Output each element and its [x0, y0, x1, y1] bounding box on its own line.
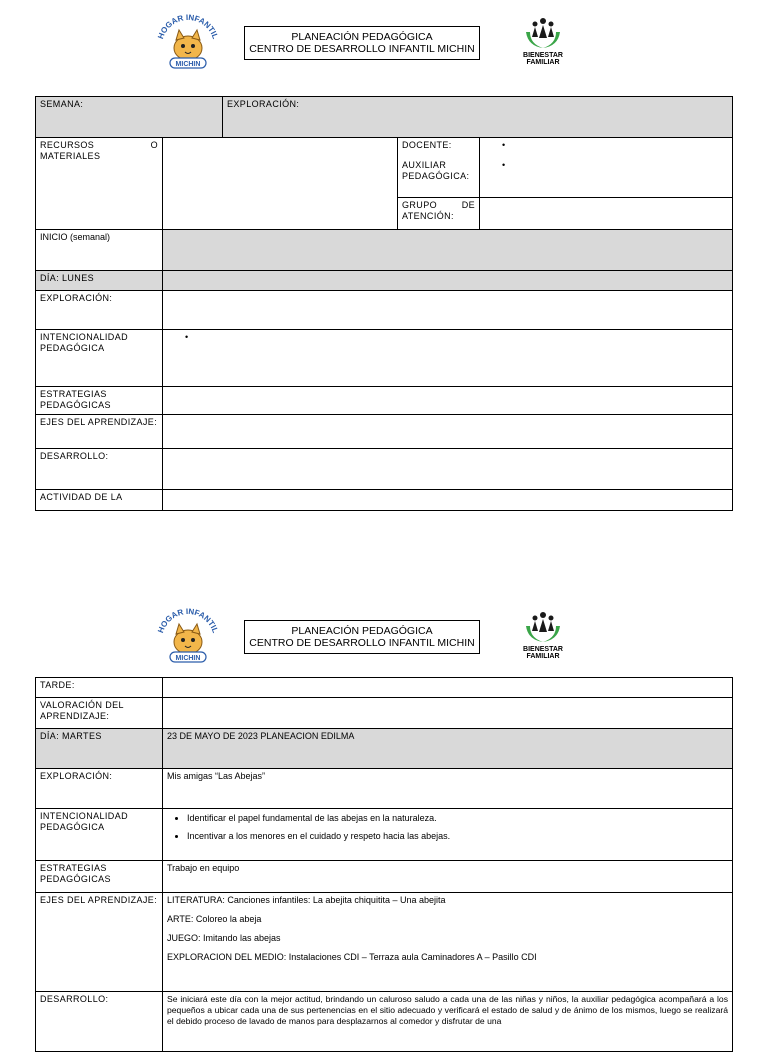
- actividad-value[interactable]: [163, 490, 733, 511]
- logo-right-line1: BIENESTAR: [523, 646, 563, 653]
- recursos-value[interactable]: [163, 138, 398, 230]
- exploracion-label: EXPLORACIÓN:: [36, 291, 163, 330]
- hogar-infantil-logo-icon: [152, 12, 224, 72]
- planning-table-page2: [35, 677, 733, 1052]
- dia-label: DÍA: LUNES: [36, 271, 163, 291]
- table-row: [36, 271, 733, 291]
- logo-arc-text: HOGAR INFANTIL: [156, 606, 220, 635]
- table-row: [36, 330, 733, 387]
- bienestar-familiar-logo-icon: [516, 608, 570, 662]
- dia-value[interactable]: 23 DE MAYO DE 2023 PLANEACION EDILMA: [163, 729, 733, 769]
- grupo-atencion-value[interactable]: [480, 198, 733, 230]
- valoracion-label: VALORACIÓN DEL APRENDIZAJE:: [36, 698, 163, 729]
- table-row: [36, 992, 733, 1052]
- header-title-line2: CENTRO DE DESARROLLO INFANTIL MICHIN: [249, 637, 475, 649]
- table-row: [36, 678, 733, 698]
- exploracion-value[interactable]: [163, 291, 733, 330]
- logo-right-line2: FAMILIAR: [526, 653, 560, 660]
- ejes-label: EJES DEL APRENDIZAJE:: [36, 893, 163, 992]
- docente-auxiliar-label: DOCENTE: AUXILIAR PEDAGÓGICA:: [398, 138, 480, 198]
- table-row: [36, 809, 733, 861]
- header-title-line1: PLANEACIÓN PEDAGÓGICA: [291, 31, 433, 43]
- table-row: [36, 97, 733, 138]
- table-row: [36, 387, 733, 415]
- table-row: [36, 893, 733, 992]
- table-row: [36, 138, 733, 198]
- header-title-line2: CENTRO DE DESARROLLO INFANTIL MICHIN: [249, 43, 475, 55]
- recursos-label: RECURSOS O MATERIALES: [36, 138, 163, 230]
- ejes-value[interactable]: [163, 415, 733, 449]
- logo-right-line2: FAMILIAR: [526, 59, 560, 66]
- semana-label: SEMANA:: [36, 97, 223, 138]
- exploracion-header-label: EXPLORACIÓN:: [223, 97, 733, 138]
- table-row: [36, 415, 733, 449]
- dia-value[interactable]: [163, 271, 733, 291]
- header-title-box: [244, 26, 480, 60]
- desarrollo-value[interactable]: Se iniciará este día con la mejor actitud, brindando un caluroso saludo a cada una de las niñas y niños, la auxiliar pedagógica acompañará a los pequeños a ubicar cada una de sus pertenencias en el sitio adecuado y verificará el estado de salud y de ánimo de los mismos, luego se realizará el debido proceso de lavado de manos para desplazarnos al comedor y disfrutar de una: [163, 992, 733, 1052]
- inicio-label: INICIO (semanal): [36, 230, 163, 271]
- header-title-line1: PLANEACIÓN PEDAGÓGICA: [291, 625, 433, 637]
- ejes-label: EJES DEL APRENDIZAJE:: [36, 415, 163, 449]
- planning-table-page1: [35, 96, 733, 511]
- tarde-value[interactable]: [163, 678, 733, 698]
- intencionalidad-value[interactable]: •: [163, 330, 733, 387]
- header-title-box: [244, 620, 480, 654]
- tarde-label: TARDE:: [36, 678, 163, 698]
- ejes-value[interactable]: [163, 893, 733, 992]
- eje-item: LITERATURA: Canciones infantiles: La abejita chiquitita – Una abejita: [167, 895, 446, 905]
- logo-badge-text: MICHIN: [175, 61, 201, 68]
- intencionalidad-label: INTENCIONALIDAD PEDAGÓGICA: [36, 809, 163, 861]
- actividad-label: ACTIVIDAD DE LA: [36, 490, 163, 511]
- list-item: • Incentivar a los menores en el cuidado y respeto hacia las abejas.: [187, 831, 728, 842]
- estrategias-label: ESTRATEGIAS PEDAGÓGICAS: [36, 387, 163, 415]
- eje-item: JUEGO: Imitando las abejas: [167, 933, 281, 943]
- dia-label: DÍA: MARTES: [36, 729, 163, 769]
- intencionalidad-label: INTENCIONALIDAD PEDAGÓGICA: [36, 330, 163, 387]
- grupo-atencion-label: GRUPO DE ATENCIÓN:: [398, 198, 480, 230]
- exploracion-label: EXPLORACIÓN:: [36, 769, 163, 809]
- table-row: [36, 291, 733, 330]
- desarrollo-label: DESARROLLO:: [36, 449, 163, 490]
- bienestar-familiar-logo-icon: [516, 14, 570, 68]
- valoracion-value[interactable]: [163, 698, 733, 729]
- intencionalidad-value[interactable]: [163, 809, 733, 861]
- logo-right-line1: BIENESTAR: [523, 52, 563, 59]
- hogar-infantil-logo-icon: [152, 606, 224, 666]
- estrategias-value[interactable]: [163, 387, 733, 415]
- table-row: [36, 729, 733, 769]
- table-row: [36, 769, 733, 809]
- table-row: [36, 698, 733, 729]
- eje-item: ARTE: Coloreo la abeja: [167, 914, 262, 924]
- table-row: [36, 490, 733, 511]
- desarrollo-label: DESARROLLO:: [36, 992, 163, 1052]
- exploracion-value[interactable]: Mis amigas “Las Abejas”: [163, 769, 733, 809]
- table-row: [36, 449, 733, 490]
- logo-badge-text: MICHIN: [175, 655, 201, 662]
- inicio-value[interactable]: [163, 230, 733, 271]
- list-item: • Identificar el papel fundamental de las abejas en la naturaleza.: [187, 813, 728, 824]
- docente-auxiliar-value[interactable]: • •: [480, 138, 733, 198]
- eje-item: EXPLORACION DEL MEDIO: Instalaciones CDI – Terraza aula Caminadores A – Pasillo CDI: [167, 952, 537, 962]
- estrategias-label: ESTRATEGIAS PEDAGÓGICAS: [36, 861, 163, 893]
- logo-arc-text: HOGAR INFANTIL: [156, 12, 220, 41]
- estrategias-value[interactable]: Trabajo en equipo: [163, 861, 733, 893]
- table-row: [36, 861, 733, 893]
- desarrollo-value[interactable]: [163, 449, 733, 490]
- table-row: [36, 230, 733, 271]
